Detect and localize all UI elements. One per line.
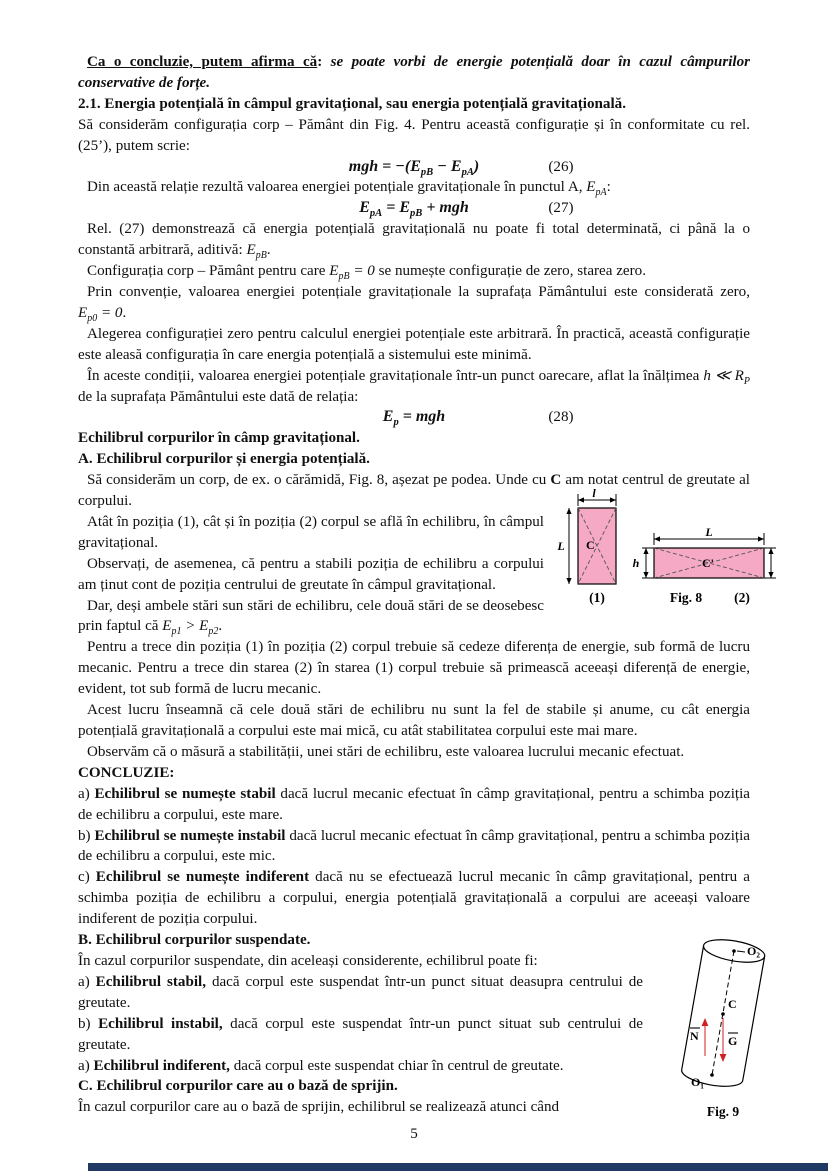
paragraph-states-period: . (218, 618, 223, 635)
paragraph-epa-colon: : (606, 179, 611, 196)
paragraph-convention-period: . (122, 304, 127, 321)
fig8-brick-vertical (578, 508, 616, 584)
paragraph-states-text: Dar, deși ambele stări sun stări de echilibru, cele două stări de se deosebesc prin faptul că (78, 597, 544, 635)
paragraph-brick-c: C (550, 472, 562, 489)
equation-28-number: (28) (548, 409, 574, 426)
paragraph-suspended-intro: În cazul corpurilor suspendate, din aceleași considerente, echilibrul poate fi: (78, 952, 538, 969)
intro-separator: : (317, 54, 331, 70)
figure-9-drawing (653, 926, 793, 1122)
fig9-point-top-label: O₂ (747, 944, 760, 959)
paragraph-zero-config (78, 261, 750, 282)
paragraph-base-support: În cazul corpurilor care au o bază de sprijin, echilibrul se realizează atunci când (78, 1099, 560, 1116)
fig9-point-top-dot (732, 949, 736, 953)
conclusion-item-b-prefix: b) (78, 827, 95, 844)
paragraph-observe: Observați, de asemenea, că pentru a stabili poziția de echilibru a corpului am ținut cont de poziția centrului de greutate în câmpul gravitațional. (78, 555, 544, 593)
paragraph-height-rest: de la suprafața Pământului este dată de relația: (78, 388, 359, 405)
paragraph-convention-math: $E_{p0} = 0$ (78, 304, 123, 324)
equation-26-formula: mgh = $-(E_{pB} - E_{pA})$ (348, 157, 480, 178)
conclusion-item-b-term: Echilibrul se numește instabil (94, 827, 286, 844)
conclusion-item-a-prefix: a) (78, 785, 95, 802)
equation-27-number: (27) (548, 200, 574, 217)
page-number: 5 (410, 1126, 418, 1143)
conclusion-item-a (78, 784, 750, 826)
fig8-center1-label: C (586, 537, 595, 552)
conclusion-item-b (78, 826, 750, 868)
conclusion-item-a-term: Echilibrul se numește stabil (94, 785, 276, 802)
paragraph-height-math: h ≪ $R_P$ (703, 367, 750, 387)
equation-28 (78, 407, 750, 428)
figure-8 (556, 486, 790, 608)
fig9-point-bottom-label: O₁ (691, 1075, 704, 1090)
paragraph-height-text: În aceste condiții, valoarea energiei potențiale gravitaționale într-un punct oarecare, aflat la înălțimea (87, 367, 704, 384)
section-a-heading: A. Echilibrul corpurilor și energia potențială. (78, 451, 370, 468)
fig8-dim-l-label: l (592, 485, 596, 500)
section-b-heading: B. Echilibrul corpurilor suspendate. (78, 932, 311, 949)
equilibrium-heading: Echilibrul corpurilor în câmp gravitațional. (78, 430, 360, 447)
equation-27-formula: $E_{pA} = E_{pB}$ + mgh (359, 199, 469, 220)
fig9-point-center-dot (721, 1012, 725, 1016)
suspended-item-b-text: dacă corpul este suspendat într-un punct situat sub centrului de greutate. (78, 1015, 643, 1053)
conclusion-item-c-text: dacă nu se efectuează lucrul mecanic în câmp gravitațional, pentru a schimba poziția de echilibru a corpului, energia potențială gravitațională a corpului are aceeași valoare indiferent de poziția corpului. (78, 869, 750, 928)
paragraph-configuration: Să considerăm configurația corp – Pământ din Fig. 4. Pentru această configurație și în conformitate cu rel. (25’), putem scrie: (78, 116, 750, 154)
paragraph-transition: Pentru a trece din poziția (1) în poziția (2) corpul trebuie să cedeze diferența de energie, sub formă de lucru mecanic. Pentru a trece din starea (2) în starea (1) corpul trebuie să primească aceeași diferență de energie, evident, tot sub formă de lucru mecanic. (78, 639, 750, 698)
paragraph-rel27-text: Rel. (27) demonstrează că energia potențială gravitațională nu poate fi total determinată, ci până la o constantă arbitrară, aditivă: (78, 221, 750, 259)
paragraph-measure: Observăm că o măsură a stabilității, unei stări de echilibru, este valoarea lucrului mecanic efectuat. (87, 743, 685, 760)
fig8-dim-h-label: h (632, 555, 640, 570)
fig8-brick-horizontal (654, 548, 764, 578)
conclusion-item-b-text: dacă lucrul mecanic efectuat în câmp gravitațional, pentru a schimba poziția de echilibru a corpului, este mic. (78, 827, 750, 865)
section-c-heading: C. Echilibrul corpurilor care au o bază de sprijin. (78, 1078, 398, 1095)
suspended-item-c-text: dacă corpul este suspendat chiar în centrul de greutate. (229, 1057, 564, 1074)
fig9-vector-n-label: N (690, 1029, 699, 1044)
paragraph-rel27-period: . (266, 242, 271, 259)
equation-28-formula: $E_p$ = mgh (382, 408, 446, 429)
paragraph-rel27-math: $E_{pB}$ (246, 242, 267, 262)
intro-emphasis: se poate vorbi de energie potențială doar în cazul câmpurilor conservative de forțe. (78, 54, 751, 91)
fig8-caption: Fig. 8 (669, 589, 703, 605)
fig8-position2-label: (2) (734, 589, 750, 605)
intro-paragraph (78, 52, 750, 94)
fig8-dim-h (633, 548, 654, 578)
fig8-dim-right-thickness (764, 548, 776, 578)
equation-26 (78, 157, 750, 178)
suspended-item-a (78, 972, 750, 1014)
conclusion-item-a-text: dacă lucrul mecanic efectuat în câmp gravitațional, pentru a schimba poziția de echilibru a corpului, este mare. (78, 785, 750, 823)
suspended-item-b-prefix: b) (78, 1015, 99, 1032)
fig9-point-center-label: C (728, 997, 737, 1012)
paragraph-epa-text: Din această relație rezultă valoarea energiei potențiale gravitaționale în punctul A, (87, 179, 587, 196)
conclusion-item-c-prefix: c) (78, 869, 96, 886)
paragraph-brick-text: Să considerăm un corp, de ex. o cărămidă, Fig. 8, așezat pe podea. Unde cu (87, 472, 551, 489)
paragraph-height (78, 366, 750, 408)
paragraph-convention-text: Prin convenție, valoarea energiei potențiale gravitaționale la suprafața Pământului este considerată zero, (87, 283, 750, 300)
fig8-dim-L-horizontal-label: L (705, 524, 713, 539)
conclusion-item-c-term: Echilibrul se numește indiferent (95, 869, 310, 886)
figure-9 (653, 926, 793, 1122)
suspended-item-a-term: Echilibrul stabil, (95, 973, 207, 990)
fig9-caption: Fig. 9 (706, 1104, 740, 1120)
fig8-dim-L-horizontal (654, 525, 764, 545)
figure-9-text-block (78, 930, 760, 1120)
conclusion-heading: CONCLUZIE: (78, 764, 175, 781)
equation-26-number: (26) (548, 158, 574, 175)
suspended-item-b (78, 1014, 750, 1056)
paragraph-stability: Acest lucru înseamnă că cele două stări de echilibru nu sunt la fel de stabile și anume, cu cât energia potențială gravitațională a corpului este mai mică, cu atât stabilitatea corpului este mai mare. (78, 702, 750, 739)
paragraph-epa (78, 177, 750, 198)
fig8-dim-L-vertical-label: L (557, 538, 565, 553)
intro-lead: Ca o concluzie, putem afirma că (87, 54, 318, 70)
figure-8-drawing (556, 486, 790, 608)
conclusion-item-c (78, 867, 750, 930)
equation-27 (78, 198, 750, 219)
fig9-vector-g-label: G (728, 1034, 738, 1049)
next-page-edge (88, 1163, 828, 1171)
suspended-item-a-text: dacă corpul este suspendat într-un punct situat deasupra centrului de greutate. (78, 973, 644, 1011)
paragraph-convention (78, 282, 750, 324)
fig9-point-bottom-dot (710, 1073, 714, 1077)
paragraph-positions: Atât în poziția (1), cât și în poziția (2) corpul se află în echilibru, în câmpul gravitațional. (78, 513, 544, 551)
section-2-1-heading: 2.1. Energia potențială în câmpul gravitațional, sau energia potențială gravitațională. (78, 95, 626, 112)
paragraph-rel27 (78, 219, 750, 261)
paragraph-states-math: $E_{p1} > E_{p2}$ (162, 618, 219, 638)
paragraph-brick-rest: am notat centrul de greutate al corpului. (78, 472, 750, 510)
fig8-center2-label: C' (702, 555, 714, 570)
suspended-item-c (78, 1056, 750, 1077)
suspended-item-c-term: Echilibrul indiferent, (93, 1057, 230, 1074)
fig8-position1-label: (1) (589, 589, 605, 605)
paragraph-zero-config-text: Configurația corp – Pământ pentru care (87, 263, 330, 280)
paragraph-zero-config-rest: se numește configurație de zero, starea zero. (374, 263, 646, 280)
suspended-item-c-prefix: a) (78, 1057, 94, 1074)
suspended-item-b-term: Echilibrul instabil, (98, 1015, 223, 1032)
suspended-item-a-prefix: a) (78, 973, 96, 990)
paragraph-zero-config-math: $E_{pB} = 0$ (329, 263, 375, 283)
paragraph-epa-math: $E_{pA}$ (586, 179, 607, 199)
paragraph-choice: Alegerea configurației zero pentru calculul energiei potențiale este arbitrară. În practică, această configurație este aleasă configurația în care energia potențială a sistemului este minimă. (78, 325, 750, 363)
fig8-dim-L-vertical (556, 508, 571, 584)
